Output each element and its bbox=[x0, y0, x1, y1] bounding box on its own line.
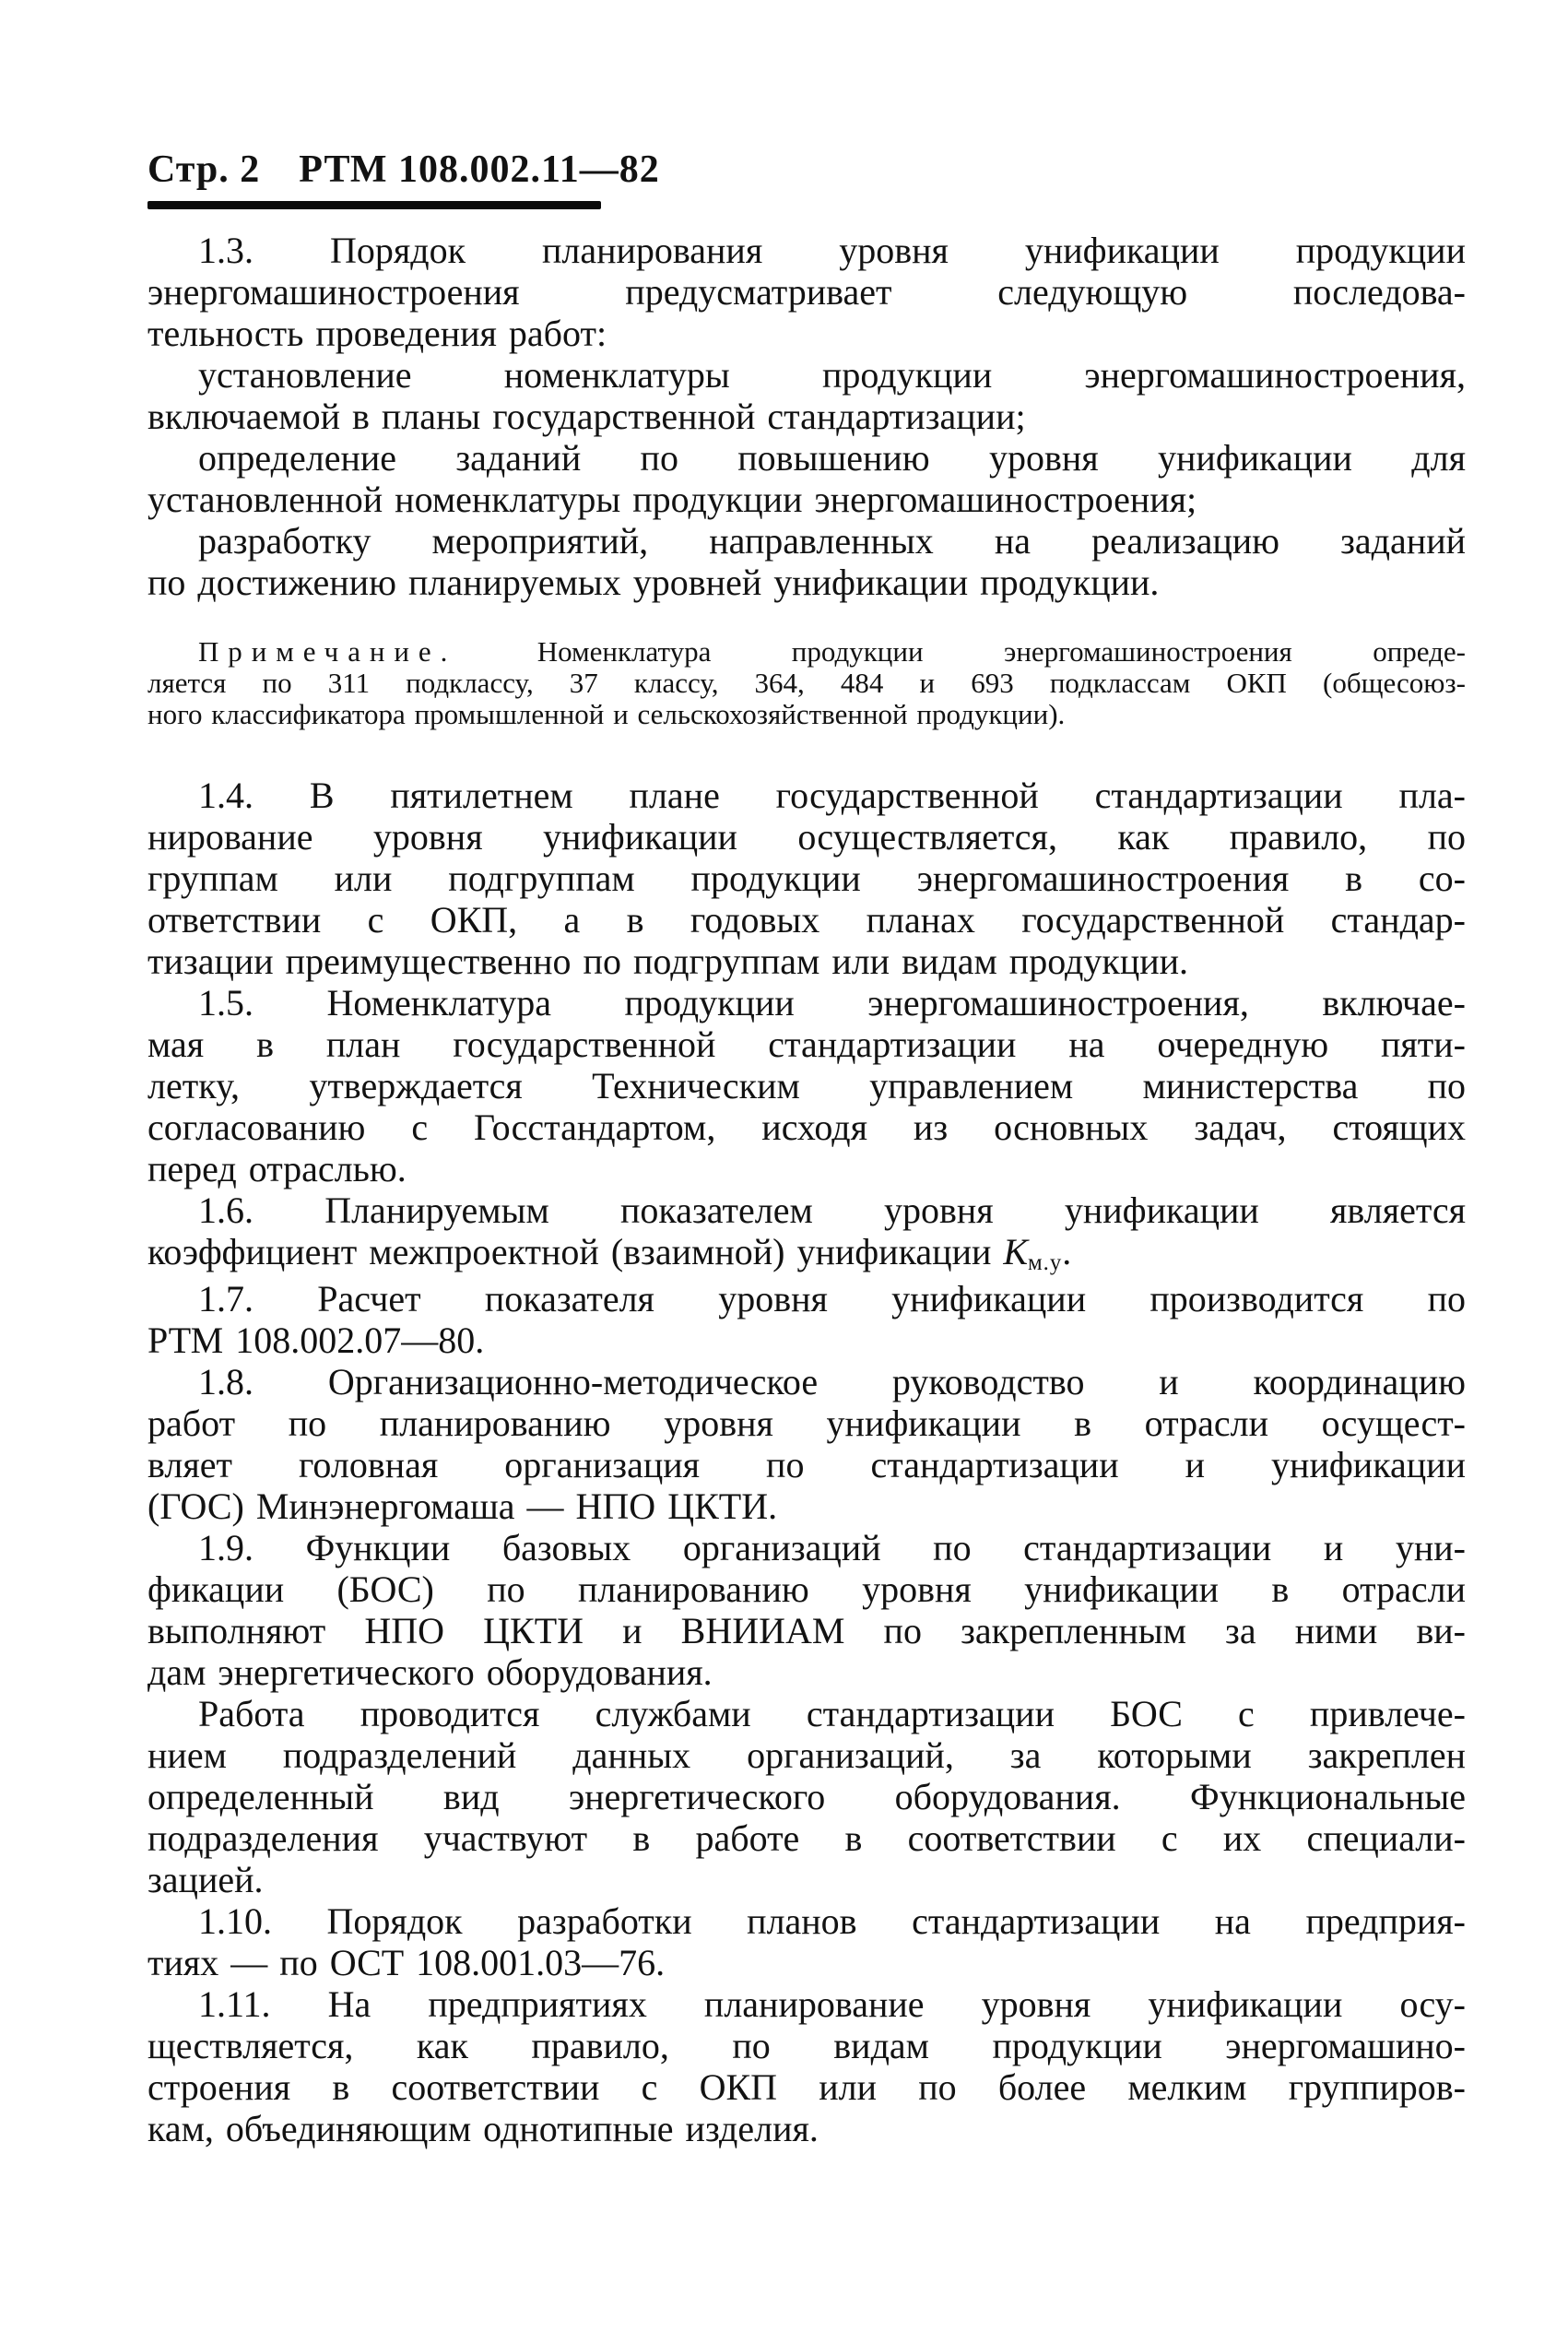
paragraph-1-10 bbox=[147, 1900, 1466, 1983]
paragraph-1-4 bbox=[147, 775, 1466, 982]
paragraph-1-8 bbox=[147, 1361, 1466, 1527]
text-line: РТМ 108.002.07—80. bbox=[147, 1319, 485, 1361]
paragraph-1-9 bbox=[147, 1527, 1466, 1693]
text-line: летку, утверждается Техническим управлением министерства по bbox=[147, 1065, 1466, 1106]
text-segment: коэффициент межпроектной (взаимной) унификации bbox=[147, 1231, 1004, 1272]
text-line: ществляется, как правило, по видам продукции энергомашино- bbox=[147, 2025, 1466, 2066]
text-segment: Примечание. bbox=[198, 635, 457, 668]
text-line: подразделения участвуют в работе в соответствии с их специали- bbox=[147, 1817, 1466, 1859]
text-line: разработку мероприятий, направленных на реализацию заданий bbox=[198, 520, 1466, 562]
text-line: 1.8. Организационно-методическое руководство и координацию bbox=[198, 1361, 1466, 1402]
text-line: дам энергетического оборудования. bbox=[147, 1651, 713, 1693]
paragraph-list-item-3 bbox=[147, 520, 1466, 603]
paragraph-1-9a bbox=[147, 1693, 1466, 1900]
text-line: фикации (БОС) по планированию уровня унификации в отрасли bbox=[147, 1568, 1466, 1610]
text-line: по достижению планируемых уровней унификации продукции. bbox=[147, 562, 1160, 603]
text-segment: . bbox=[1062, 1231, 1072, 1272]
text-line bbox=[147, 636, 1466, 668]
text-line: вляет головная организация по стандартизации и унификации bbox=[147, 1444, 1466, 1485]
text-segment: Номенклатура продукции энергомашиностроения опреде- bbox=[456, 635, 1466, 668]
text-line: 1.7. Расчет показателя уровня унификации производится по bbox=[198, 1278, 1466, 1319]
note bbox=[147, 636, 1466, 730]
text-line: перед отраслью. bbox=[147, 1148, 407, 1189]
text-line: (ГОС) Минэнергомаша — НПО ЦКТИ. bbox=[147, 1485, 778, 1527]
text-line: строения в соответствии с ОКП или по более мелким группиров- bbox=[147, 2066, 1466, 2108]
page-label: Стр. 2 bbox=[147, 148, 261, 191]
text-segment: м.у bbox=[1027, 1250, 1063, 1276]
paragraph-1-3 bbox=[147, 230, 1466, 354]
text-line: тизации преимущественно по подгруппам или видам продукции. bbox=[147, 941, 1189, 982]
text-line: 1.4. В пятилетнем плане государственной стандартизации пла- bbox=[198, 775, 1466, 816]
text-line: кам, объединяющим однотипные изделия. bbox=[147, 2108, 819, 2149]
text-line: определенный вид энергетического оборудования. Функциональные bbox=[147, 1776, 1466, 1817]
paragraph-1-7 bbox=[147, 1278, 1466, 1361]
text-line: ляется по 311 подклассу, 37 классу, 364, 484 и 693 подклассам ОКП (общесоюз- bbox=[147, 667, 1466, 699]
text-line bbox=[147, 1231, 1466, 1278]
page-header bbox=[147, 148, 660, 192]
text-line: Работа проводится службами стандартизации БОС с привлече- bbox=[198, 1693, 1466, 1734]
text-line: 1.11. На предприятиях планирование уровня унификации осу- bbox=[198, 1983, 1466, 2025]
document-body bbox=[147, 230, 1466, 2149]
paragraph-list-item-2 bbox=[147, 437, 1466, 520]
text-line: мая в план государственной стандартизации на очередную пяти- bbox=[147, 1024, 1466, 1065]
text-line: ответствии с ОКП, а в годовых планах государственной стандар- bbox=[147, 899, 1466, 941]
text-line: 1.3. Порядок планирования уровня унификации продукции bbox=[198, 230, 1466, 271]
text-line: установленной номенклатуры продукции энергомашиностроения; bbox=[147, 479, 1197, 520]
text-line: ного классификатора промышленной и сельскохозяйственной продукции). bbox=[147, 698, 1066, 730]
text-line: тельность проведения работ: bbox=[147, 313, 607, 354]
text-line: 1.6. Планируемым показателем уровня унификации является bbox=[198, 1189, 1466, 1231]
text-line: определение заданий по повышению уровня унификации для bbox=[198, 437, 1466, 479]
text-line: 1.9. Функции базовых организаций по стандартизации и уни- bbox=[198, 1527, 1466, 1568]
doc-number: РТМ 108.002.11—82 bbox=[299, 148, 660, 191]
text-line: выполняют НПО ЦКТИ и ВНИИАМ по закрепленным за ними ви- bbox=[147, 1610, 1466, 1651]
text-line: 1.10. Порядок разработки планов стандартизации на предприя- bbox=[198, 1900, 1466, 1942]
text-line: нирование уровня унификации осуществляется, как правило, по bbox=[147, 816, 1466, 858]
text-line: согласованию с Госстандартом, исходя из основных задач, стоящих bbox=[147, 1106, 1466, 1148]
text-line: энергомашиностроения предусматривает следующую последова- bbox=[147, 271, 1466, 313]
text-segment: К bbox=[1003, 1231, 1028, 1272]
text-line: 1.5. Номенклатура продукции энергомашиностроения, включае- bbox=[198, 982, 1466, 1024]
paragraph-list-item-1 bbox=[147, 354, 1466, 437]
text-line: зацией. bbox=[147, 1859, 264, 1900]
paragraph-1-5 bbox=[147, 982, 1466, 1189]
header-rule bbox=[147, 201, 601, 209]
text-line: установление номенклатуры продукции энергомашиностроения, bbox=[198, 354, 1466, 396]
text-line: группам или подгруппам продукции энергомашиностроения в со- bbox=[147, 858, 1466, 899]
paragraph-1-11 bbox=[147, 1983, 1466, 2149]
text-line: тиях — по ОСТ 108.001.03—76. bbox=[147, 1942, 666, 1983]
paragraph-1-6 bbox=[147, 1189, 1466, 1278]
text-line: работ по планированию уровня унификации в отрасли осущест- bbox=[147, 1402, 1466, 1444]
text-line: нием подразделений данных организаций, за которыми закреплен bbox=[147, 1734, 1466, 1776]
text-line: включаемой в планы государственной стандартизации; bbox=[147, 396, 1026, 437]
